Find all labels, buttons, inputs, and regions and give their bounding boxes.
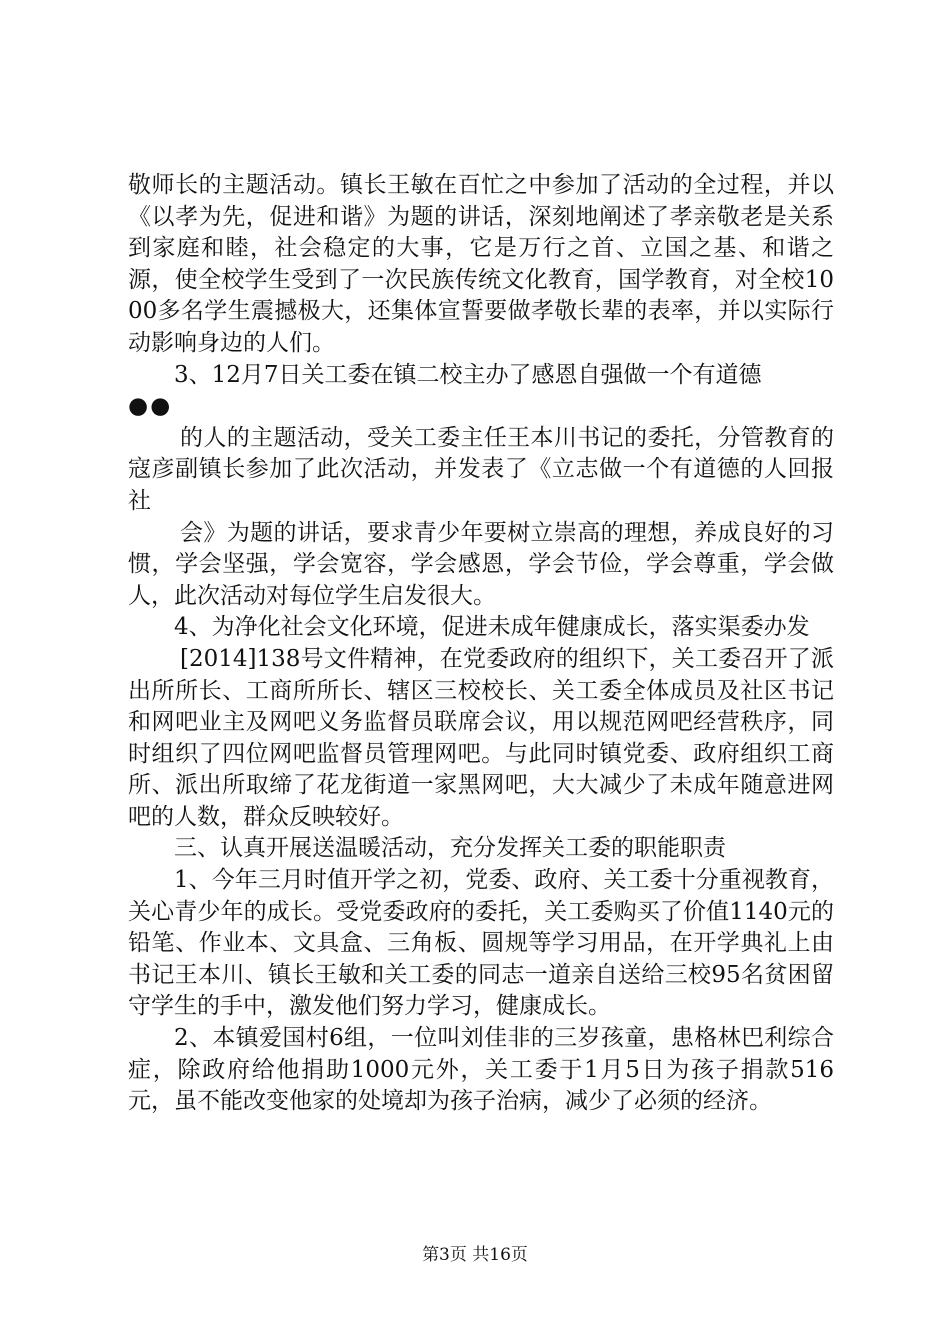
paragraph-2: 3、12月7日关工委在镇二校主办了感恩自强做一个有道德 <box>174 361 762 388</box>
bullet-marks: ●● <box>128 393 173 420</box>
paragraph-3: 的人的主题活动，受关工委主任王本川书记的委托，分管教育的寇彦副镇长参加了此次活动，并发表了《立志做一个有道德的人回报社 <box>128 424 834 514</box>
page-number-footer: 第3页 共16页 <box>422 1245 528 1265</box>
section-heading: 三、认真开展送温暖活动，充分发挥关工委的职能职责 <box>174 835 726 862</box>
paragraph-1: 敬师长的主题活动。镇长王敏在百忙之中参加了活动的全过程，并以《以孝为先，促进和谐》为题的讲话，深刻地阐述了孝亲敬老是关系到家庭和睦，社会稳定的大事，它是万行之首、立国之基、和谐之源，使全校学生受到了一次民族传统文化教育，国学教育，对全校1000多名学生震撼极大，还集体宣誓要做孝敬长辈的表率，并以实际行动影响身边的人们。 <box>128 172 834 356</box>
paragraph-6: [2014]138号文件精神，在党委政府的组织下，关工委召开了派出所所长、工商所所长、辖区三校校长、关工委全体成员及社区书记和网吧业主及网吧义务监督员联席会议，用以规范网吧经营秩序，同时组织了四位网吧监督员管理网吧。与此同时镇党委、政府组织工商所、派出所取缔了花龙街道一家黑网吧，大大减少了未成年随意进网吧的人数，群众反映较好。 <box>128 645 834 830</box>
paragraph-7: 1、今年三月时值开学之初，党委、政府、关工委十分重视教育，关心青少年的成长。受党委政府的委托，关工委购买了价值1140元的铅笔、作业本、文具盒、三角板、圆规等学习用品，在开学典礼上由书记王本川、镇长王敏和关工委的同志一道亲自送给三校95名贫困留守学生的手中，激发他们努力学习，健康成长。 <box>128 867 834 1020</box>
paragraph-4: 会》为题的讲话，要求青少年要树立崇高的理想，养成良好的习惯，学会坚强，学会宽容，学会感恩，学会节俭，学会尊重，学会做人，此次活动对每位学生启发很大。 <box>128 519 834 609</box>
paragraph-5: 4、为净化社会文化环境，促进未成年健康成长，落实渠委办发 <box>174 614 810 641</box>
paragraph-8: 2、本镇爱国村6组，一位叫刘佳非的三岁孩童，患格林巴利综合症，除政府给他捐助1000元外，关工委于1月5日为孩子捐款516元，虽不能改变他家的处境却为孩子治病，减少了必须的经济。 <box>128 1025 834 1115</box>
document-body <box>128 170 834 1118</box>
